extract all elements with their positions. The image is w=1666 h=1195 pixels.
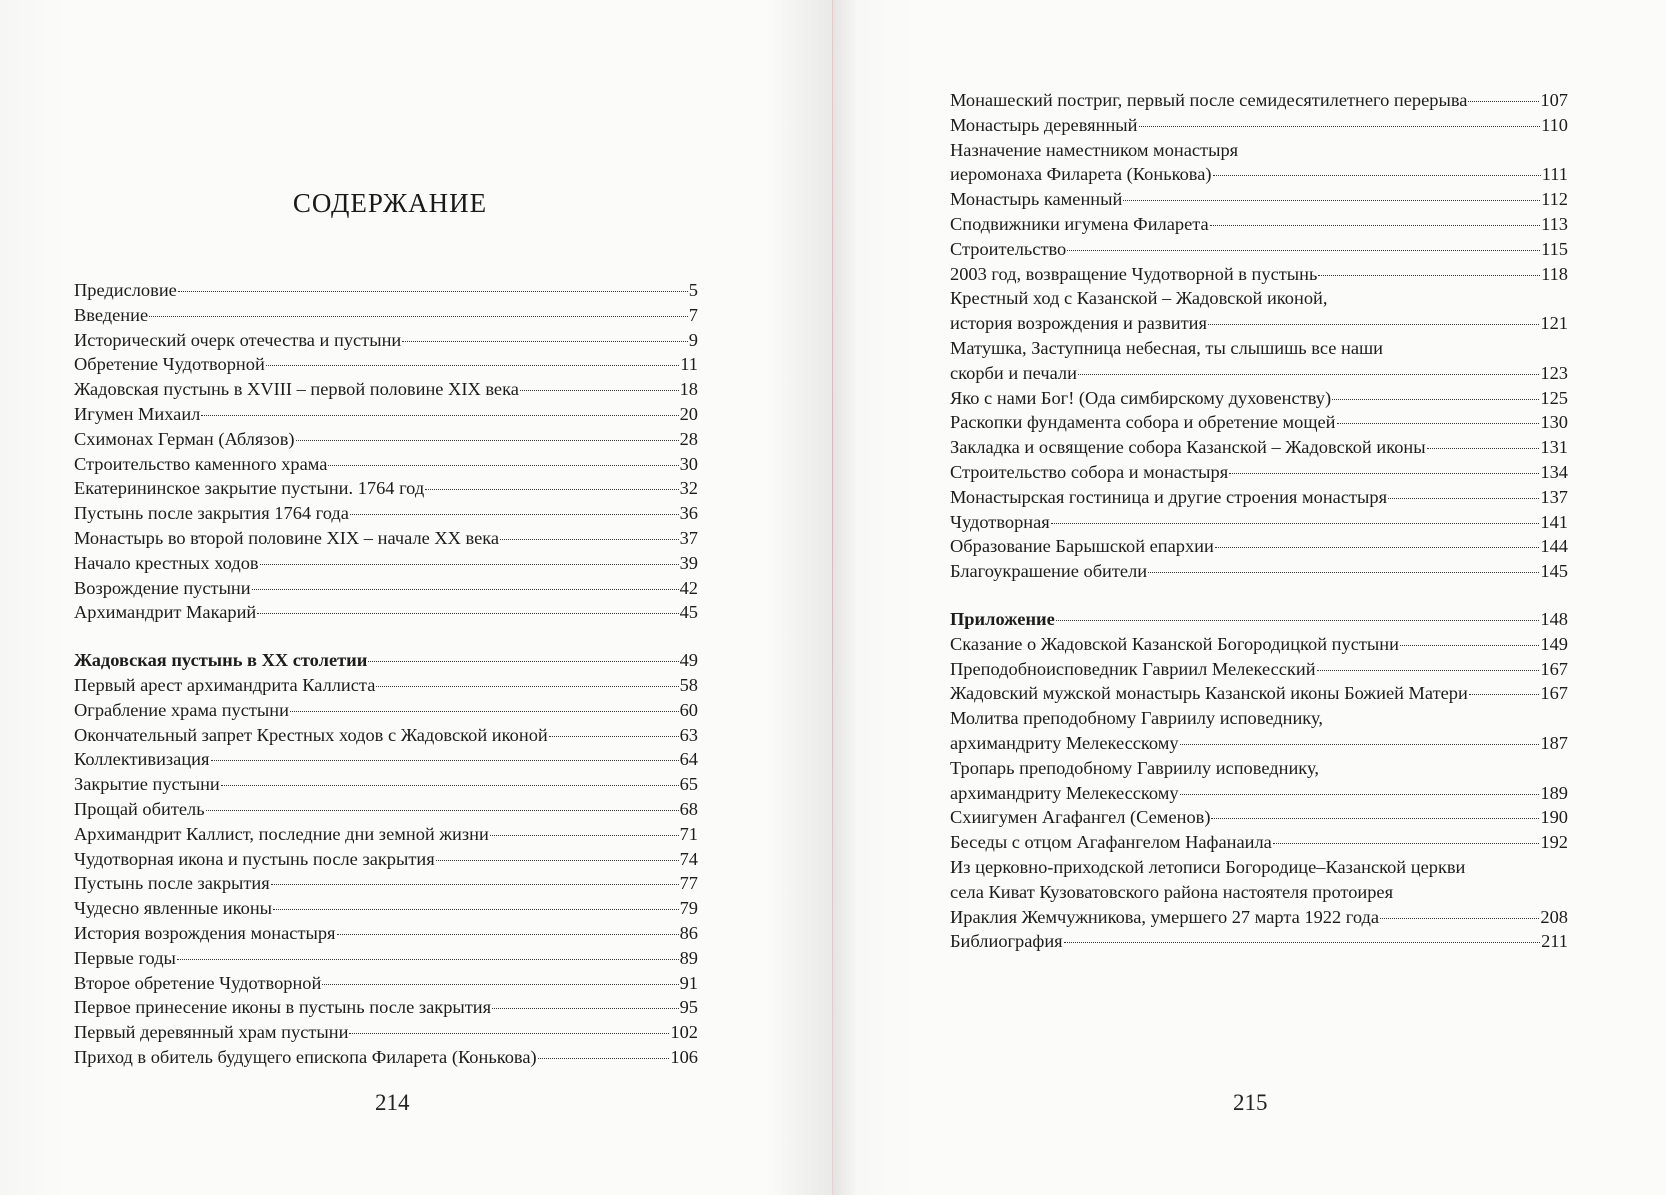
toc-entry: Пустынь после закрытия 77: [74, 873, 698, 894]
toc-entry-line: Матушка, Заступница небесная, ты слышишь все наши: [950, 337, 1383, 358]
toc-list-right: [950, 88, 1568, 954]
toc-entry: Архимандрит Макарий 45: [74, 602, 698, 623]
toc-entry: Монастырская гостиница и другие строения монастыря 137: [950, 486, 1568, 507]
toc-entry: Окончательный запрет Крестных ходов с Жадовской иконой 63: [74, 724, 698, 745]
toc-entry: 2003 год, возвращение Чудотворной в пустынь 118: [950, 263, 1568, 284]
toc-entry: Раскопки фундамента собора и обретение мощей 130: [950, 412, 1568, 433]
toc-entry: Схимонах Герман (Аблязов) 28: [74, 428, 698, 449]
toc-entry: Ираклия Жемчужникова, умершего 27 марта 1922 года 208: [950, 906, 1568, 927]
toc-entry: Жадовская пустынь в XVIII – первой половине XIX века 18: [74, 379, 698, 400]
bleed-through-text: [70, 95, 760, 126]
toc-entry: Преподобноисповедник Гавриил Мелекесский 167: [950, 658, 1568, 679]
toc-entry: Первый арест архимандрита Каллиста 58: [74, 674, 698, 695]
toc-entry: архимандриту Мелекесскому 189: [950, 782, 1568, 803]
toc-entry: Строительство собора и монастыря 134: [950, 461, 1568, 482]
toc-entry: Пустынь после закрытия 1764 года 36: [74, 503, 698, 524]
toc-entry: Сказание о Жадовской Казанской Богородицкой пустыни 149: [950, 633, 1568, 654]
toc-entry: Второе обретение Чудотворной 91: [74, 972, 698, 993]
toc-entry: Первое принесение иконы в пустынь после закрытия 95: [74, 997, 698, 1018]
toc-entry-line: Назначение наместником монастыря: [950, 139, 1239, 160]
toc-entry: Предисловие 5: [74, 280, 698, 300]
toc-entry: Образование Барышской епархии 144: [950, 536, 1568, 557]
toc-entry-line: села Киват Кузоватовского района настоятеля протоирея: [950, 881, 1394, 902]
toc-entry: Закрытие пустыни 65: [74, 774, 698, 795]
toc-entry: Первые годы 89: [74, 947, 698, 968]
toc-entry-line: Тропарь преподобному Гавриилу исповеднику,: [950, 757, 1319, 778]
toc-entry: история возрождения и развития 121: [950, 313, 1568, 334]
toc-section-heading: Жадовская пустынь в XX столетии 49: [74, 650, 698, 671]
toc-entry: Строительство 115: [950, 238, 1568, 259]
toc-entry: архимандриту Мелекесскому 187: [950, 732, 1568, 753]
toc-entry: Библиография 211: [950, 931, 1568, 952]
toc-entry-line: Из церковно-приходской летописи Богородице–Казанской церкви: [950, 856, 1466, 877]
toc-entry: Екатерининское закрытие пустыни. 1764 год 32: [74, 478, 698, 499]
toc-entry: иеромонаха Филарета (Конькова) 111: [950, 164, 1568, 185]
toc-entry: Закладка и освящение собора Казанской – Жадовской иконы 131: [950, 437, 1568, 458]
toc-entry: Беседы с отцом Агафангелом Нафанаила 192: [950, 832, 1568, 853]
toc-entry: Яко с нами Бог! (Ода симбирскому духовенству) 125: [950, 387, 1568, 408]
toc-entry: Чудотворная 141: [950, 511, 1568, 532]
toc-entry: Монастырь во второй половине XIX – начале XX века 37: [74, 527, 698, 548]
toc-entry: Введение 7: [74, 304, 698, 325]
toc-entry: История возрождения монастыря 86: [74, 922, 698, 943]
toc-list-left: [74, 278, 698, 1070]
toc-entry: Сподвижники игумена Филарета 113: [950, 213, 1568, 234]
toc-entry: Ограбление храма пустыни 60: [74, 699, 698, 720]
toc-entry-line: Крестный ход с Казанской – Жадовской иконой,: [950, 288, 1328, 309]
toc-entry: Монастырь каменный 112: [950, 189, 1568, 210]
toc-entry: Монастырь деревянный 110: [950, 114, 1568, 135]
toc-entry: Начало крестных ходов 39: [74, 552, 698, 573]
toc-entry: Исторический очерк отечества и пустыни 9: [74, 329, 698, 350]
toc-entry: Коллективизация 64: [74, 749, 698, 770]
toc-entry: Жадовский мужской монастырь Казанской иконы Божией Матери 167: [950, 683, 1568, 704]
toc-entry: Строительство каменного храма 30: [74, 453, 698, 474]
toc-entry: Первый деревянный храм пустыни 102: [74, 1022, 698, 1043]
toc-section-heading: Приложение 148: [950, 608, 1568, 629]
toc-entry: Приход в обитель будущего епископа Филарета (Конькова) 106: [74, 1046, 698, 1067]
toc-entry: Чудотворная икона и пустынь после закрытия 74: [74, 848, 698, 869]
toc-entry: Чудесно явленные иконы 79: [74, 898, 698, 919]
toc-entry: Архимандрит Каллист, последние дни земной жизни 71: [74, 823, 698, 844]
toc-entry: Схиигумен Агафангел (Семенов) 190: [950, 807, 1568, 828]
toc-entry: Игумен Михаил 20: [74, 403, 698, 424]
toc-entry: Прощай обитель 68: [74, 798, 698, 819]
toc-entry-line: Молитва преподобному Гавриилу исповеднику,: [950, 708, 1323, 729]
toc-entry: Благоукрашение обители 145: [950, 561, 1568, 582]
page-title: СОДЕРЖАНИЕ: [292, 188, 488, 218]
toc-entry: скорби и печали 123: [950, 362, 1568, 383]
page-number-right: 215: [1233, 1090, 1268, 1115]
page-number-left: 214: [375, 1090, 410, 1115]
toc-entry: Монашеский постриг, первый после семидесятилетнего перерыва 107: [950, 90, 1568, 110]
toc-entry: Возрождение пустыни 42: [74, 577, 698, 598]
toc-entry: Обретение Чудотворной 11: [74, 354, 698, 375]
